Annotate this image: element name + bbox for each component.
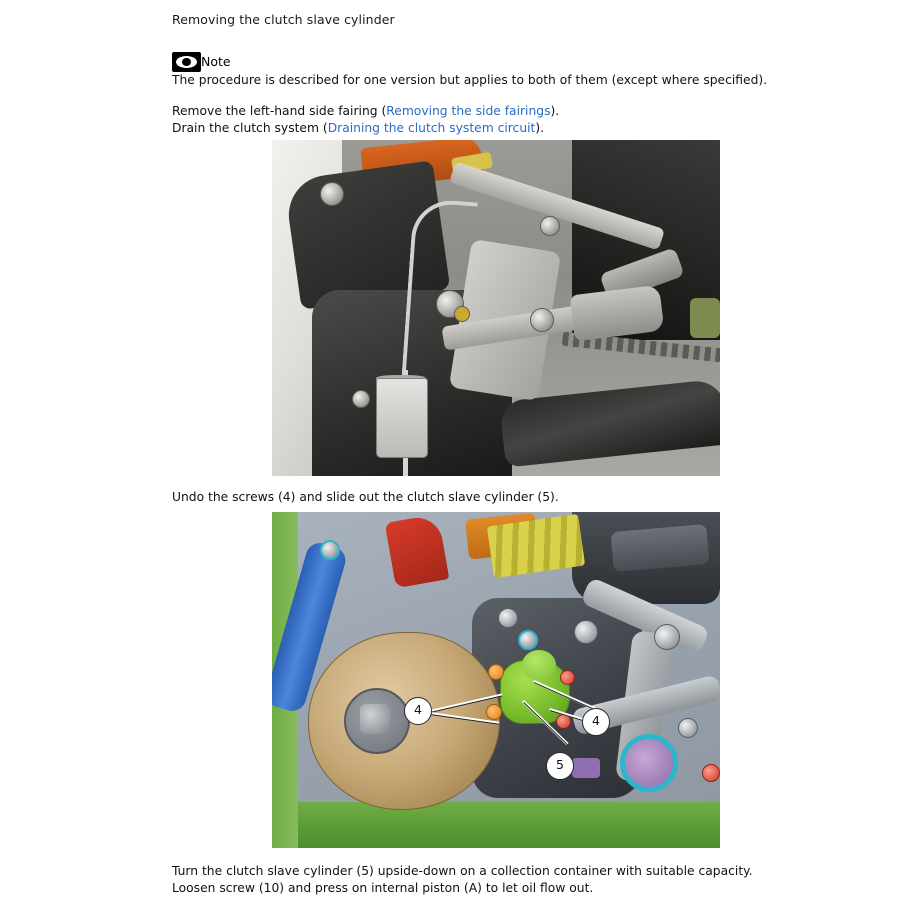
step-remove-fairing-suffix: ). (550, 104, 560, 118)
step-remove-fairing (172, 103, 559, 120)
page-title: Removing the clutch slave cylinder (172, 12, 395, 27)
closing-line-2: Loosen screw (10) and press on internal piston (A) to let oil flow out. (172, 881, 594, 895)
callout-4-left: 4 (404, 697, 432, 725)
step-drain-clutch-suffix: ). (535, 121, 545, 135)
step-drain-clutch (172, 120, 559, 137)
note-label: Note (201, 54, 231, 69)
link-draining-clutch-circuit[interactable]: Draining the clutch system circuit (327, 121, 536, 135)
callout-4-right: 4 (582, 708, 610, 736)
note-eye-icon (172, 52, 201, 72)
note-text: The procedure is described for one version but applies to both of them (except where specified). (172, 73, 768, 87)
callout-5: 5 (546, 752, 574, 780)
step-remove-fairing-prefix: Remove the left-hand side fairing ( (172, 104, 387, 118)
procedure-steps (172, 103, 559, 137)
caption-undo-screws: Undo the screws (4) and slide out the clutch slave cylinder (5). (172, 490, 559, 504)
closing-instructions (172, 863, 753, 897)
clutch-slave-cylinder-diagram (272, 512, 720, 848)
step-drain-clutch-prefix: Drain the clutch system ( (172, 121, 328, 135)
clutch-drain-photo (272, 140, 720, 476)
link-removing-side-fairings[interactable]: Removing the side fairings (386, 104, 551, 118)
note-block (172, 52, 231, 72)
closing-line-1: Turn the clutch slave cylinder (5) upside-down on a collection container with suitable capacity. (172, 864, 753, 878)
